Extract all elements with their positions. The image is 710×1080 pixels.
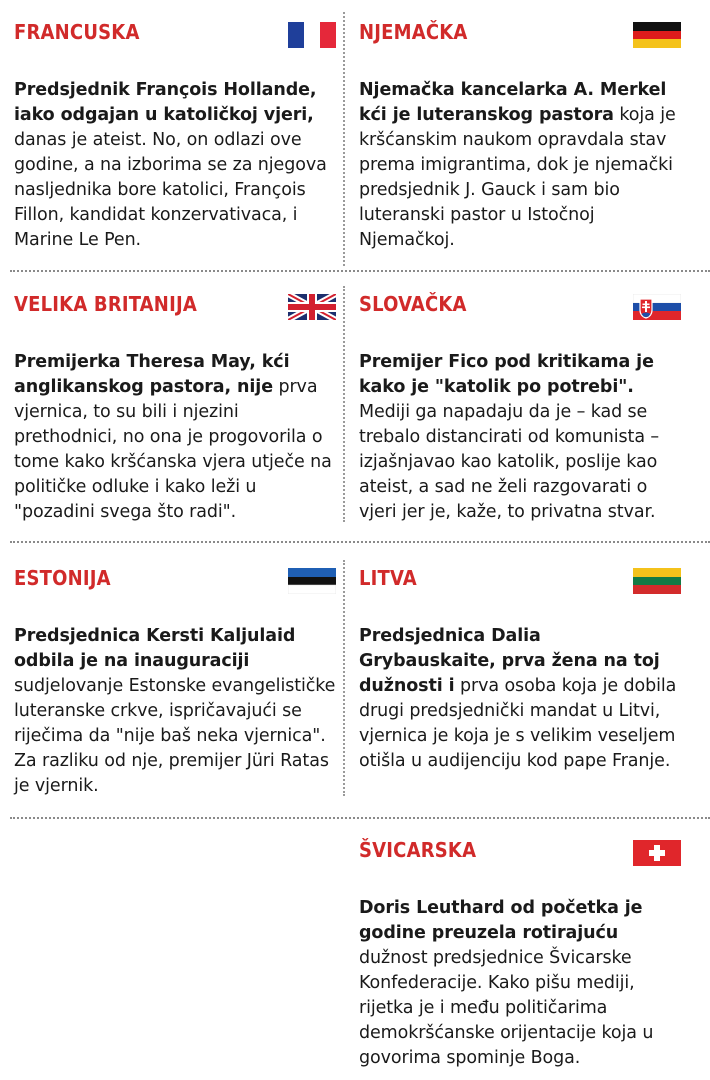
lead-text: Predsjednik François Hollande, iako odgajan u katoličkoj vjeri, <box>14 80 317 125</box>
body-text: danas je ateist. No, on odlazi ove godine, a na izborima se za njegova nasljednika bore katolici, François Fillon, kandidat konzervativaca, i Marine Le Pen. <box>14 130 327 250</box>
lead-text: Predsjednica Dalia Grybauskaite, prva žena na toj dužnosti i <box>359 626 660 696</box>
body-text: prva vjernica, to su bili i njezini prethodnici, no ona je progovorila o tome kako kršćanska vjera utječe na političke odluke i kako leži u "pozadini svega što radi". <box>14 377 332 522</box>
row-divider <box>10 817 710 819</box>
country-card-slovakia <box>359 292 681 532</box>
country-card-france <box>14 20 336 260</box>
country-name: LITVA <box>359 566 417 590</box>
country-text <box>359 350 681 525</box>
country-card-germany <box>359 20 681 260</box>
uk-flag-icon <box>288 294 336 320</box>
column-divider <box>343 12 345 266</box>
germany-flag-icon <box>633 22 681 48</box>
switzerland-flag-icon <box>633 840 681 866</box>
lead-text: Predsjednica Kersti Kaljulaid odbila je na inauguraciji <box>14 626 296 671</box>
lead-text: Doris Leuthard od početka je godine preuzela rotirajuću <box>359 898 643 943</box>
row-divider <box>10 541 710 543</box>
country-card-estonia <box>14 566 336 806</box>
country-text <box>359 624 681 774</box>
country-card-lithuania <box>359 566 681 806</box>
country-name: SLOVAČKA <box>359 292 467 316</box>
france-flag-icon <box>288 22 336 48</box>
country-text <box>14 350 336 525</box>
country-name: ESTONIJA <box>14 566 111 590</box>
column-divider <box>343 286 345 522</box>
slovakia-flag-icon <box>633 294 681 320</box>
column-divider <box>343 560 345 796</box>
country-text <box>359 896 681 1071</box>
country-name: ŠVICARSKA <box>359 838 477 862</box>
lithuania-flag-icon <box>633 568 681 594</box>
body-text: prva osoba koja je dobila drugi predsjednički mandat u Litvi, vjernica je koja je s velikim veseljem otišla u audijenciju kod pape Franje. <box>359 676 677 771</box>
estonia-flag-icon <box>288 568 336 594</box>
country-name: NJEMAČKA <box>359 20 468 44</box>
lead-text: Njemačka kancelarka A. Merkel kći je luteranskog pastora <box>359 80 667 125</box>
lead-text: Premijer Fico pod kritikama je kako je "katolik po potrebi". <box>359 352 654 397</box>
body-text: dužnost predsjednice Švicarske Konfederacije. Kako pišu mediji, rijetka je i među političarima demokršćanske orijentacije koja u govorima spominje Boga. <box>359 948 654 1068</box>
row-divider <box>10 270 710 272</box>
country-text <box>14 78 336 253</box>
body-text: Mediji ga napadaju da je – kad se trebalo distancirati od komunista – izjašnjavao kao katolik, poslije kao ateist, a sad ne želi razgovarati o vjeri jer je, kaže, to privatna stvar. <box>359 402 660 522</box>
country-text <box>14 624 336 799</box>
country-name: VELIKA BRITANIJA <box>14 292 197 316</box>
country-card-switzerland <box>359 838 681 1076</box>
country-card-uk <box>14 292 336 532</box>
lead-text: Premijerka Theresa May, kći anglikanskog pastora, nije <box>14 352 290 397</box>
body-text: koja je kršćanskim naukom opravdala stav prema imigrantima, dok je njemački predsjednik J. Gauck i sam bio luteranski pastor u Istočnoj Njemačkoj. <box>359 105 676 250</box>
country-name: FRANCUSKA <box>14 20 140 44</box>
body-text: sudjelovanje Estonske evangelističke luteranske crkve, ispričavajući se riječima da "nije baš neka vjernica". Za razliku od nje, premijer Jüri Ratas je vjernik. <box>14 676 336 796</box>
country-text <box>359 78 681 253</box>
